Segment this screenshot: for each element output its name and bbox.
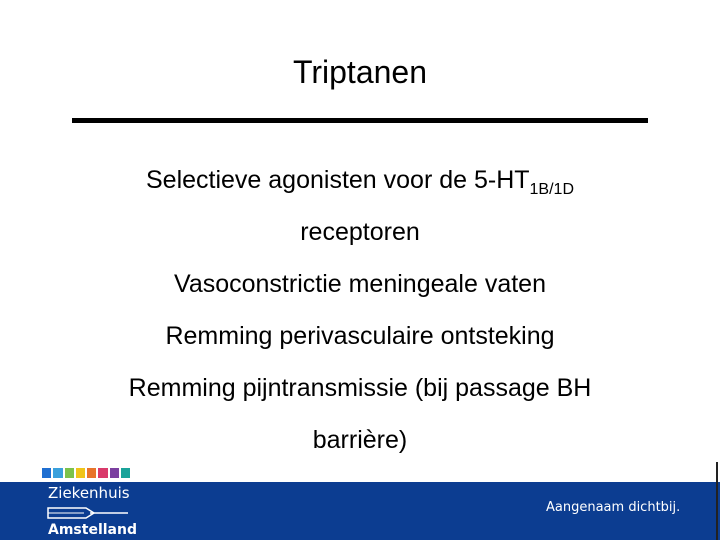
hospital-logo [42,484,142,540]
bullet-list [60,154,660,466]
logo-bar [98,468,107,478]
logo-bar [65,468,74,478]
logo-name: Ziekenhuis [48,484,130,502]
logo-bar [110,468,119,478]
logo-bar [53,468,62,478]
bullet-text-3: Vasoconstrictie meningeale vaten [174,270,546,298]
bullet-line-2 [60,206,660,258]
bullet-text-4: Remming perivasculaire ontsteking [165,322,555,350]
slide-title: Triptanen [293,54,427,90]
logo-bar [121,468,130,478]
bullet-line-6 [60,414,660,466]
bullet-text-5: Remming pijntransmissie (bij passage BH [128,374,592,402]
bullet-line-5 [60,362,660,414]
edge-divider [716,462,718,540]
bullet-text-2: receptoren [300,218,420,246]
title-underline [72,118,648,123]
bullet-line-4 [60,310,660,362]
bullet-text-1: Selectieve agonisten voor de 5-HT [145,166,530,194]
logo-city: Amstelland [48,522,137,538]
bullet-text-6: barrière) [312,426,408,454]
logo-wave-icon [46,504,130,522]
logo-color-bars [42,468,130,478]
bullet-line-3 [60,258,660,310]
logo-bar [76,468,85,478]
receptor-subscript: 1B/1D [529,181,574,198]
bullet-line-1 [60,154,660,206]
logo-bar [87,468,96,478]
footer-slogan: Aangenaam dichtbij. [546,500,681,515]
logo-bar [42,468,51,478]
